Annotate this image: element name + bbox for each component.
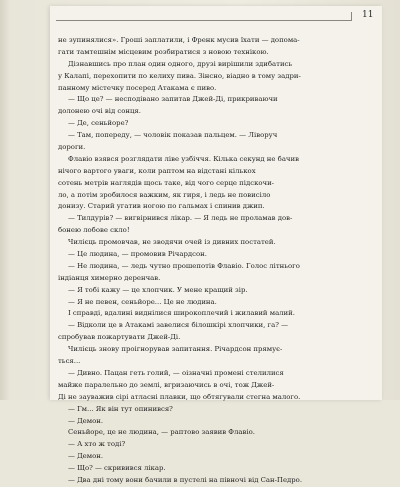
text-line: — А хто ж тоді? xyxy=(68,440,126,449)
body-text xyxy=(58,35,374,487)
text-line: панному містечку посеред Атакама є пиво. xyxy=(58,83,217,92)
text-line: майже паралельно до землі, вгризаючись в очі, тож Джей- xyxy=(58,380,275,389)
text-line: спробував пожартувати Джей-Ді. xyxy=(58,333,181,342)
header-rule xyxy=(56,20,351,21)
text-line: Флавіо взявся розглядати ліве узбіччя. Кілька секунд не бачив xyxy=(68,154,299,163)
text-line: сотень метрів наглядів щось таке, від чого серце підскочи- xyxy=(58,178,275,187)
text-line: — Що це? — несподівано запитав Джей-Ді, прикриваючи xyxy=(68,95,278,104)
text-line: — Я тобі кажу — це хлопчик. У мене кращий зір. xyxy=(68,285,248,294)
text-line: Чилієць знову проігнорував запитання. Річардсон прямує- xyxy=(68,345,283,354)
text-line: — Це людина, — промовив Річардсон. xyxy=(68,250,207,259)
text-line: ло, а потім зробилося важким, як гиря, і ледь не повисіло xyxy=(58,190,271,199)
text-line: — Гм... Як він тут опинився? xyxy=(68,404,173,413)
text-line: дороги. xyxy=(58,143,86,152)
text-line: бонею лобове скло! xyxy=(58,226,130,235)
text-line: донизу. Старий угатив ногою по гальмах і спинив джип. xyxy=(58,202,265,211)
page-number: 11 xyxy=(362,10,374,20)
text-line: — Де, сеньйоре? xyxy=(68,119,129,128)
book-page xyxy=(50,6,382,484)
text-line: Сеньйоре, це не людина, — раптово заявив Флавіо. xyxy=(68,428,255,437)
text-line: Дізнавшись про план один одного, друзі вирішили здибатись xyxy=(68,59,293,68)
text-line: І справді, вдалині виднілися широкоплечий і жилавий малий. xyxy=(68,309,295,318)
text-line: — Демон. xyxy=(68,452,104,461)
text-line: Ді не зауважив сірі атласні плавки, що обтягували стегна малого. xyxy=(58,392,301,401)
text-line: Чилієць промовчав, не зводячи очей із дивних постатей. xyxy=(68,238,276,247)
text-line: — Тилдурів? — вигвірнився лікар. — Я ледь не проламав дов- xyxy=(68,214,293,223)
text-line: — Що? — скривився лікар. xyxy=(68,464,166,473)
header-rule-tick xyxy=(351,12,352,21)
text-line: — Дивно. Пацан геть голий, — оізначні промені стелилися xyxy=(68,368,284,377)
text-line: у Калапі, перехопити по келиху пива. Зінсно, віадно в тому задри- xyxy=(58,71,301,80)
text-line: — Не людина, — ледь чутно прошепотів Флавіо. Голос літнього xyxy=(68,261,300,270)
text-line: долонею очі від сонця. xyxy=(58,107,141,116)
text-line: — Там, попереду, — чоловік показав пальцем. — Ліворуч xyxy=(68,131,278,140)
text-line: — Я не певен, сеньйоре... Це не людина. xyxy=(68,297,217,306)
text-line: — Відколи це в Атакамі завелися білошкірі хлопчики, га? — xyxy=(68,321,288,330)
text-line: гати тамтешнім місцевим розбиратися з новою технікою. xyxy=(58,47,269,56)
text-line: нічого вартого уваги, коли раптом на відстані кількох xyxy=(58,166,256,175)
text-line: ться... xyxy=(58,357,81,366)
text-line: — Два дні тому вони бачили в пустелі на півночі від Сан-Педро. xyxy=(68,475,303,484)
text-line: не зупинялися». Гроші заплатили, і Френк мусив їхати — допома- xyxy=(58,36,300,44)
text-line: — Демон. xyxy=(68,416,104,425)
text-line: індіанця химерно деренчав. xyxy=(58,273,161,282)
